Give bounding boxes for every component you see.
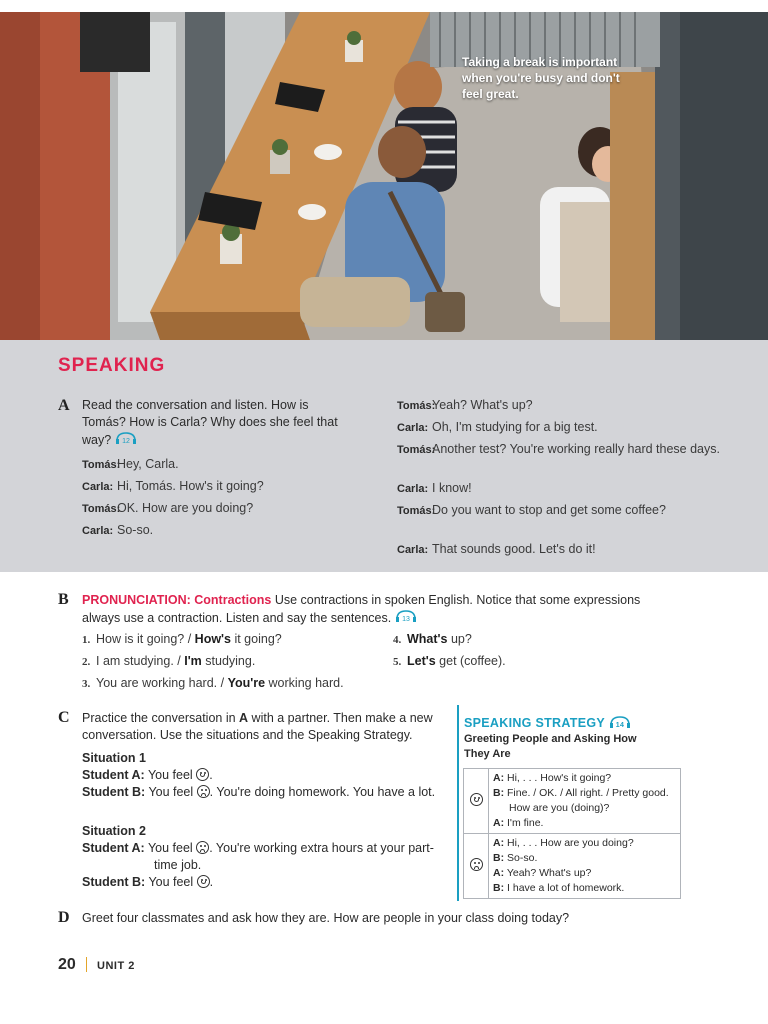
strategy-speaker: B:	[493, 852, 505, 864]
section-c-instruction	[82, 710, 452, 744]
section-b-instruction	[82, 592, 642, 628]
strategy-text: Hi, . . . How's it going?	[507, 772, 612, 784]
student-a-pre: You feel	[147, 768, 193, 782]
dialogue-line	[397, 502, 722, 520]
dialogue-line	[82, 500, 377, 518]
page-number: 20	[58, 956, 76, 973]
svg-text:14: 14	[615, 722, 624, 729]
item-rest: working hard.	[265, 676, 344, 690]
cafe-photo	[0, 12, 768, 340]
svg-text:13: 13	[401, 616, 410, 623]
situation-1-student-a	[82, 767, 442, 784]
section-a-instruction	[82, 397, 352, 450]
strategy-divider	[457, 705, 459, 901]
section-c-letter: C	[58, 709, 70, 726]
strategy-sad-row	[464, 834, 681, 899]
strategy-speaker: A:	[493, 837, 505, 849]
item-number: 5.	[393, 656, 402, 668]
svg-text:12: 12	[121, 438, 130, 445]
student-b-post: .	[209, 875, 214, 889]
strategy-happy-face-cell	[464, 769, 489, 834]
dialogue-line	[82, 456, 377, 474]
section-b-letter: B	[58, 591, 69, 608]
dialogue-text: Oh, I'm studying for a big test.	[432, 420, 598, 434]
speaker-name: Tomás:	[397, 444, 436, 456]
dialogue-line	[82, 478, 377, 496]
dialogue-text: I know!	[432, 481, 472, 495]
situation-1-title: Situation 1	[82, 751, 146, 765]
pronunciation-item	[393, 631, 472, 649]
item-contraction: How's	[194, 632, 231, 646]
speaker-name: Carla:	[397, 483, 429, 495]
strategy-speaker: A:	[493, 817, 505, 829]
speaking-title: SPEAKING	[58, 355, 166, 376]
student-b-pre: You feel	[148, 875, 194, 889]
strategy-happy-dialogue	[489, 769, 681, 834]
strategy-happy-row	[464, 769, 681, 834]
dialogue-line	[397, 441, 722, 459]
speaker-name: Tomás:	[397, 505, 436, 517]
strategy-line	[493, 771, 676, 786]
strategy-text: Hi, . . . How are you doing?	[507, 837, 634, 849]
student-a-pre: You feel	[147, 841, 193, 855]
strategy-line	[493, 786, 676, 816]
sad-face-icon	[197, 785, 210, 798]
item-rest: studying.	[201, 654, 256, 668]
item-number: 2.	[82, 656, 91, 668]
item-contraction: Let's	[407, 654, 436, 668]
dialogue-line	[397, 480, 722, 498]
speaker-name: Carla:	[82, 525, 114, 537]
dialogue-line	[397, 397, 722, 415]
item-rest: up?	[447, 632, 472, 646]
student-b-label: Student B:	[82, 875, 146, 889]
strategy-speaker: B:	[493, 882, 505, 894]
situation-2	[82, 823, 442, 891]
student-a-label: Student A:	[82, 768, 145, 782]
speaker-name: Tomás:	[397, 400, 436, 412]
item-number: 3.	[82, 678, 91, 690]
section-c-instruction-bold: A	[239, 711, 249, 725]
item-contraction: I'm	[184, 654, 202, 668]
strategy-text: Yeah? What's up?	[506, 867, 592, 879]
student-a-label: Student A:	[82, 841, 145, 855]
strategy-text: Fine. / OK. / All right. / Pretty good. How are you (doing)?	[507, 787, 669, 814]
dialogue-line	[397, 541, 722, 559]
strategy-sad-face-cell	[464, 834, 489, 899]
dialogue-text: Hi, Tomás. How's it going?	[117, 479, 264, 493]
strategy-line	[493, 816, 676, 831]
strategy-title	[464, 715, 631, 732]
item-rest: it going?	[230, 632, 282, 646]
student-a-post: .	[209, 768, 213, 782]
item-contraction: You're	[227, 676, 266, 690]
pronunciation-item	[82, 653, 255, 671]
sad-face-icon	[470, 858, 483, 871]
item-number: 4.	[393, 634, 402, 646]
section-a-instruction-text: Read the conversation and listen. How is Tomás? How is Carla? Why does she feel that way?	[82, 398, 338, 447]
strategy-title-text: SPEAKING STRATEGY	[464, 715, 605, 730]
situation-2-student-b	[82, 874, 442, 891]
student-b-label: Student B:	[82, 785, 146, 799]
dialogue-line	[397, 419, 722, 437]
strategy-line	[493, 866, 676, 881]
strategy-sad-dialogue	[489, 834, 681, 899]
pronunciation-heading: PRONUNCIATION: Contractions	[82, 593, 272, 607]
audio-track-icon[interactable]	[395, 609, 417, 628]
speaker-name: Carla:	[82, 481, 114, 493]
dialogue-text: Do you want to stop and get some coffee?	[432, 503, 666, 517]
strategy-line	[493, 851, 676, 866]
audio-track-icon[interactable]	[115, 431, 137, 450]
dialogue-text: Hey, Carla.	[117, 457, 179, 471]
situation-2-student-a	[82, 840, 442, 874]
strategy-table	[463, 768, 681, 899]
item-plain: You are working hard. /	[96, 676, 228, 690]
student-b-pre: You feel	[148, 785, 194, 799]
pronunciation-item	[393, 653, 506, 671]
dialogue-text: That sounds good. Let's do it!	[432, 542, 596, 556]
item-plain: I am studying. /	[96, 654, 185, 668]
item-plain: How is it going? /	[96, 632, 195, 646]
happy-face-icon	[196, 768, 209, 781]
strategy-text: I have a lot of homework.	[507, 882, 625, 894]
section-d-letter: D	[58, 909, 70, 926]
student-a-post: . You're working extra hours at your part-time job.	[154, 841, 434, 872]
sad-face-icon	[196, 841, 209, 854]
situation-2-title: Situation 2	[82, 824, 146, 838]
speaker-name: Tomás:	[82, 459, 121, 471]
strategy-line	[493, 881, 676, 896]
strategy-line	[493, 836, 676, 851]
strategy-speaker: A:	[493, 772, 505, 784]
item-contraction: What's	[407, 632, 448, 646]
section-c-instruction-pre: Practice the conversation in	[82, 711, 240, 725]
footer-separator	[86, 957, 87, 972]
strategy-text: I'm fine.	[507, 817, 544, 829]
strategy-speaker: B:	[493, 787, 505, 799]
item-number: 1.	[82, 634, 91, 646]
strategy-speaker: A:	[493, 867, 505, 879]
section-b-instruction-text: Use contractions in spoken English. Notice that some expressions always use a contraction. Listen and say the sentences.	[82, 593, 641, 625]
dialogue-text: OK. How are you doing?	[117, 501, 254, 515]
speaker-name: Tomás:	[82, 503, 121, 515]
strategy-text: So-so.	[507, 852, 538, 864]
photo-caption: Taking a break is important when you're busy and don't feel great.	[462, 55, 620, 101]
dialogue-text: So-so.	[117, 523, 154, 537]
happy-face-icon	[470, 793, 483, 806]
dialogue-text: Yeah? What's up?	[432, 398, 533, 412]
speaker-name: Carla:	[397, 422, 429, 434]
strategy-subtitle: Greeting People and Asking How They Are	[464, 733, 637, 760]
pronunciation-item	[82, 631, 282, 649]
dialogue-line	[82, 522, 377, 540]
student-b-post: . You're doing homework. You have a lot.	[209, 785, 436, 799]
situation-1	[82, 750, 442, 801]
unit-label: UNIT 2	[97, 960, 135, 972]
item-rest: get (coffee).	[435, 654, 506, 668]
pronunciation-item	[82, 675, 344, 693]
speaker-name: Carla:	[397, 544, 429, 556]
section-c-instruction-post: with a partner. Then make a new conversation. Use the situations and the Speaking Strategy.	[82, 711, 433, 742]
happy-face-icon	[197, 875, 210, 888]
section-d-instruction: Greet four classmates and ask how they are. How are people in your class doing today?	[82, 911, 570, 925]
situation-1-student-b	[82, 784, 442, 801]
dialogue-text: Another test? You're working really hard these days.	[432, 442, 720, 456]
audio-track-icon[interactable]	[609, 715, 631, 732]
section-a-letter: A	[58, 397, 70, 414]
